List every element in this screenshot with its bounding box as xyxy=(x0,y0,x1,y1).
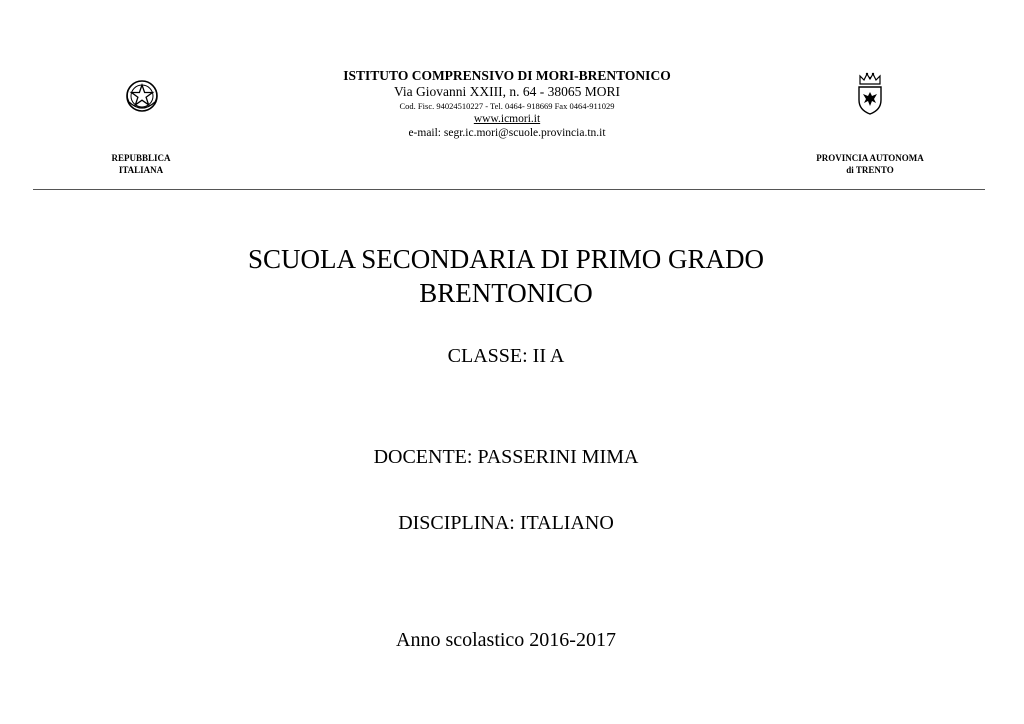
institute-website-link[interactable]: www.icmori.it xyxy=(473,113,541,125)
school-year-label: Anno scolastico 2016-2017 xyxy=(396,629,616,651)
province-label-line2: di TRENTO xyxy=(846,165,894,175)
institute-address: Via Giovanni XXIII, n. 64 - 38065 MORI xyxy=(393,84,621,99)
document-title-line2: BRENTONICO xyxy=(419,278,593,308)
document-title-line1: SCUOLA SECONDARIA DI PRIMO GRADO xyxy=(247,244,765,274)
republic-label-line2: ITALIANA xyxy=(118,165,164,175)
institute-codes: Cod. Fisc. 94024510227 - Tel. 0464- 918669 Fax 0464-911029 xyxy=(399,101,615,111)
class-label: CLASSE: II A xyxy=(447,345,565,367)
institute-email: e-mail: segr.ic.mori@scuole.provincia.tn.it xyxy=(408,127,606,139)
header-divider xyxy=(33,189,985,190)
province-label xyxy=(795,152,945,176)
italian-republic-emblem-icon xyxy=(124,78,160,114)
province-label-line1: PROVINCIA AUTONOMA xyxy=(816,153,924,163)
subject-label: DISCIPLINA: ITALIANO xyxy=(398,512,614,534)
teacher-label: DOCENTE: PASSERINI MIMA xyxy=(373,446,639,468)
trento-coat-of-arms-icon xyxy=(855,70,885,116)
document-title xyxy=(0,242,1012,310)
republic-label-line1: REPUBBLICA xyxy=(111,153,171,163)
letterhead xyxy=(0,0,1024,192)
republic-label xyxy=(66,152,216,176)
institute-name: ISTITUTO COMPRENSIVO DI MORI-BRENTONICO xyxy=(343,68,671,83)
institute-info xyxy=(262,68,752,140)
